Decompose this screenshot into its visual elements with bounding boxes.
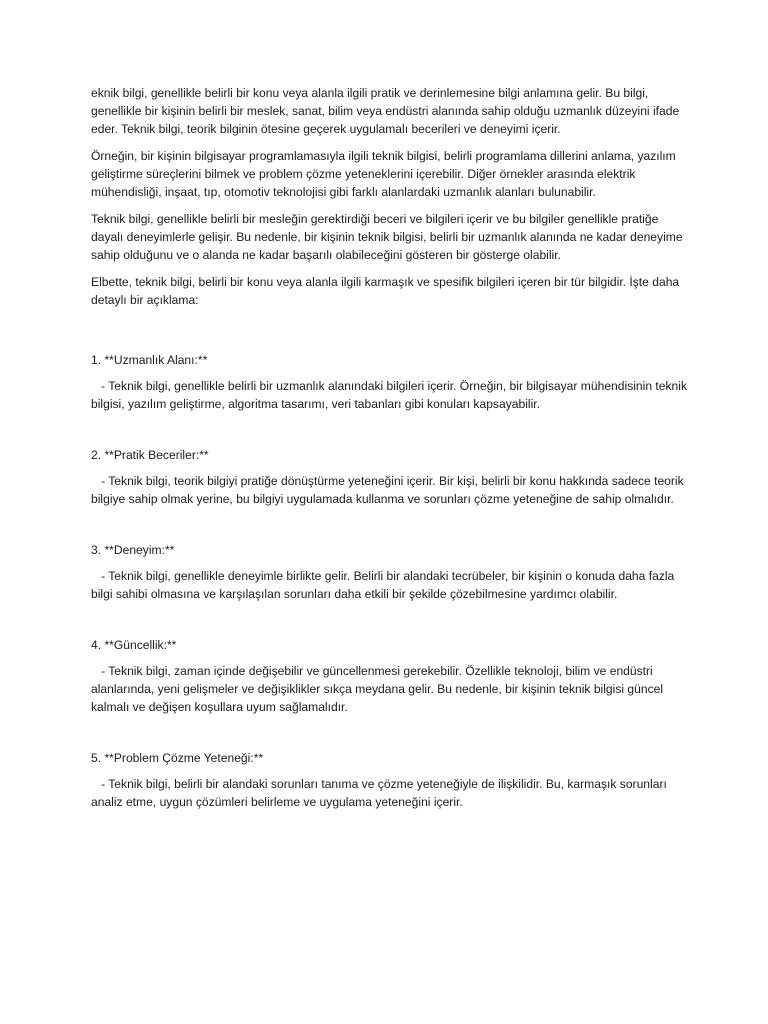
document-page: [91, 84, 691, 811]
intro-paragraph: Örneğin, bir kişinin bilgisayar programlamasıyla ilgili teknik bilgisi, belirli programlama dillerini anlama, yazılım geliştirme süreçlerini bilmek ve problem çözme yeteneklerini içerebilir. Diğer örnekler arasında elektrik mühendisliği, inşaat, tıp, otomotiv teknolojisi gibi farklı alanlardaki uzmanlık alanları bulunabilir.: [91, 149, 676, 199]
item-body: - Teknik bilgi, zaman içinde değişebilir ve güncellenmesi gerekebilir. Özellikle teknoloji, bilim ve endüstri alanlarında, yeni gelişmeler ve değişiklikler sıkça meydana gelir. Bu nedenle, bir kişinin teknik bilgisi güncel kalmalı ve değişen koşullara uyum sağlamalıdır.: [91, 664, 667, 714]
intro-paragraph: eknik bilgi, genellikle belirli bir konu veya alanla ilgili pratik ve derinlemesine bilgi anlamına gelir. Bu bilgi, genellikle bir kişinin belirli bir meslek, sanat, bilim veya endüstri alanında sahip olduğu uzmanlık düzeyini ifade eder. Teknik bilgi, teorik bilginin ötesine geçerek uygulamalı becerileri ve deneyimi içerir.: [91, 86, 680, 136]
item-heading: 4. **Güncellik:**: [91, 638, 177, 652]
item-heading: 3. **Deneyim:**: [91, 543, 175, 557]
item-body: - Teknik bilgi, belirli bir alandaki sorunları tanıma ve çözme yeteneğiyle de ilişkilidir. Bu, karmaşık sorunları analiz etme, uygun çözümleri belirleme ve uygulama yeteneğini içerir.: [91, 777, 671, 809]
item-heading: 1. **Uzmanlık Alanı:**: [91, 353, 208, 367]
list-item: [91, 541, 691, 603]
list-item: [91, 749, 691, 811]
spacer: [91, 716, 691, 749]
item-body: - Teknik bilgi, genellikle deneyimle birlikte gelir. Belirli bir alandaki tecrübeler, bir kişinin o konuda daha fazla bilgi sahibi olmasına ve karşılaşılan sorunları daha etkili bir şekilde çözebilmesine yardımcı olabilir.: [91, 569, 678, 601]
item-heading: 5. **Problem Çözme Yeteneği:**: [91, 751, 264, 765]
item-heading: 2. **Pratik Beceriler:**: [91, 448, 209, 462]
spacer: [91, 413, 691, 446]
spacer: [91, 508, 691, 541]
list-item: [91, 446, 691, 508]
item-body: - Teknik bilgi, teorik bilgiyi pratiğe dönüştürme yeteneğini içerir. Bir kişi, belirli bir konu hakkında sadece teorik bilgiye sahip olmak yerine, bu bilgiyi uygulamada kullanma ve sorunları çözme yeteneğine de sahip olmalıdır.: [91, 474, 688, 506]
intro-paragraph: Elbette, teknik bilgi, belirli bir konu veya alanla ilgili karmaşık ve spesifik bilgileri içeren bir tür bilgidir. İşte daha detaylı bir açıklama:: [91, 275, 680, 307]
intro-paragraph: Teknik bilgi, genellikle belirli bir mesleğin gerektirdiği beceri ve bilgileri içerir ve bu bilgiler genellikle pratiğe dayalı deneyimlerle gelişir. Bu nedenle, bir kişinin teknik bilgisi, belirli bir uzmanlık alanında ne kadar deneyime sahip olduğunu ve o alanda ne kadar başarılı olabileceğini gösteren bir gösterge olabilir.: [91, 212, 683, 262]
list-item: [91, 636, 691, 716]
item-body: - Teknik bilgi, genellikle belirli bir uzmanlık alanındaki bilgileri içerir. Örneğin, bir bilgisayar mühendisinin teknik bilgisi, yazılım geliştirme, algoritma tasarımı, veri tabanları gibi konuları kapsayabilir.: [91, 379, 691, 411]
spacer: [91, 603, 691, 636]
list-item: [91, 351, 691, 413]
spacer: [91, 318, 691, 351]
